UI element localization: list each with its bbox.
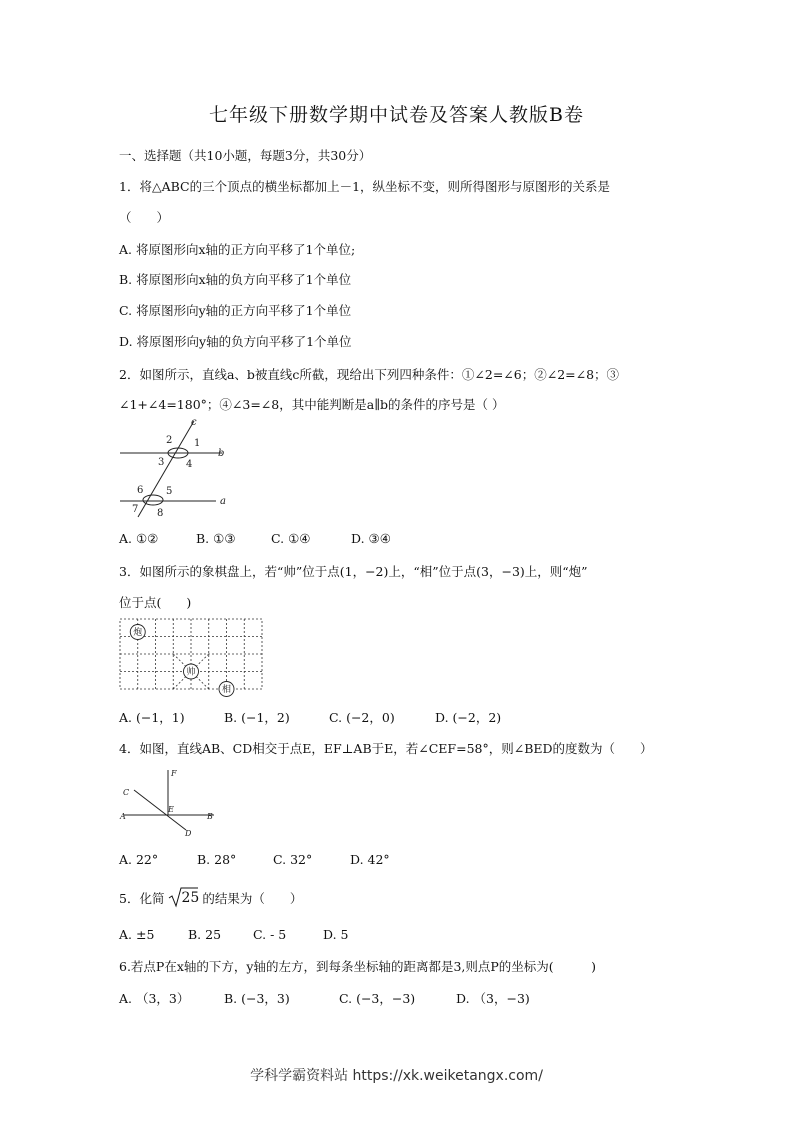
piece-pao: 炮: [133, 628, 143, 638]
sqrt-expression: [168, 889, 198, 907]
label-f: F: [171, 769, 177, 778]
angle-3: 3: [158, 457, 165, 468]
label-b: b: [218, 448, 225, 459]
question-3-option-b: B. (−1，2): [224, 710, 290, 725]
question-1-option-d: D. 将原图形向y轴的负方向平移了1个单位: [119, 334, 352, 349]
label-d: D: [185, 829, 192, 838]
piece-shuai: 帅: [186, 667, 196, 678]
radicand: 25: [181, 890, 200, 906]
question-2-stem: 2．如图所示，直线a、b被直线c所截，现给出下列四种条件：①∠2=∠6；②∠2=∠8；③: [119, 367, 620, 382]
question-4-option-d: D. 42°: [350, 852, 390, 867]
piece-xiang: 相: [221, 685, 232, 695]
angle-8: 8: [157, 508, 164, 519]
question-1-option-a: A. 将原图形向x轴的正方向平移了1个单位;: [119, 242, 356, 257]
question-3-option-d: D. (−2，2): [435, 710, 502, 725]
question-1-option-c: C. 将原图形向y轴的正方向平移了1个单位: [119, 303, 352, 318]
question-4-stem: 4．如图，直线AB、CD相交于点E，EF⊥AB于E，若∠CEF=58°，则∠BED的度数为（ ）: [119, 741, 653, 756]
question-3-option-c: C. (−2，0): [329, 710, 395, 725]
label-b: B: [207, 812, 213, 821]
question-2-option-b: B. ①③: [196, 531, 236, 546]
intersecting-lines-figure: [118, 764, 228, 840]
chessboard-figure: [118, 617, 264, 693]
section-heading: 一、选择题（共10小题，每题3分，共30分）: [119, 148, 372, 163]
angle-1: 1: [194, 438, 201, 449]
question-2-option-a: A. ①②: [119, 531, 159, 546]
page-title: 七年级下册数学期中试卷及答案人教版B卷: [209, 104, 584, 126]
question-2-stem-cont: ∠1+∠4=180°；④∠3=∠8，其中能判断是a∥b的条件的序号是（ ）: [119, 397, 505, 412]
question-5-stem-pre: 5．化简: [119, 891, 165, 906]
question-3-stem: 3．如图所示的象棋盘上，若“帅”位于点(1，−2)上，“相”位于点(3，−3)上，则“炮”: [119, 564, 588, 579]
question-5-stem-post: 的结果为（ ）: [202, 891, 303, 906]
parallel-lines-figure: [118, 415, 238, 520]
question-4-option-b: B. 28°: [197, 852, 237, 867]
angle-7: 7: [132, 504, 139, 515]
angle-5: 5: [166, 486, 173, 497]
question-1-option-b: B. 将原图形向x轴的负方向平移了1个单位: [119, 272, 352, 287]
question-5-option-a: A. ±5: [119, 927, 155, 942]
page-footer: 学科学霸资料站 https://xk.weiketangx.com/: [250, 1068, 543, 1084]
label-e: E: [168, 805, 174, 814]
angle-4: 4: [186, 459, 193, 470]
question-4-option-c: C. 32°: [273, 852, 313, 867]
question-6-option-b: B. (−3，3): [224, 991, 290, 1006]
question-6-option-c: C. (−3，−3): [339, 991, 416, 1006]
label-a: A: [120, 812, 126, 821]
question-5-option-b: B. 25: [188, 927, 222, 942]
question-5-option-c: C. - 5: [253, 927, 287, 942]
question-5-option-d: D. 5: [323, 927, 349, 942]
label-c: c: [191, 417, 197, 428]
angle-2: 2: [166, 435, 173, 446]
question-1-stem: 1．将△ABC的三个顶点的横坐标都加上－1，纵坐标不变，则所得图形与原图形的关系是: [119, 179, 611, 194]
question-3-stem-cont: 位于点( ): [119, 595, 192, 610]
angle-6: 6: [137, 485, 144, 496]
question-1-bracket: （ ）: [119, 210, 170, 225]
question-4-option-a: A. 22°: [119, 852, 159, 867]
label-c: C: [123, 788, 130, 797]
question-6-option-a: A. （3，3）: [119, 991, 190, 1006]
question-6-stem: 6.若点P在x轴的下方，y轴的左方，到每条坐标轴的距离都是3,则点P的坐标为( ): [119, 959, 597, 974]
question-2-option-d: D. ③④: [351, 531, 391, 546]
question-5-stem: [119, 889, 302, 907]
question-3-option-a: A. (−1，1): [119, 710, 185, 725]
label-a: a: [220, 496, 226, 507]
question-2-option-c: C. ①④: [271, 531, 311, 546]
question-6-option-d: D. （3，−3): [456, 991, 530, 1006]
